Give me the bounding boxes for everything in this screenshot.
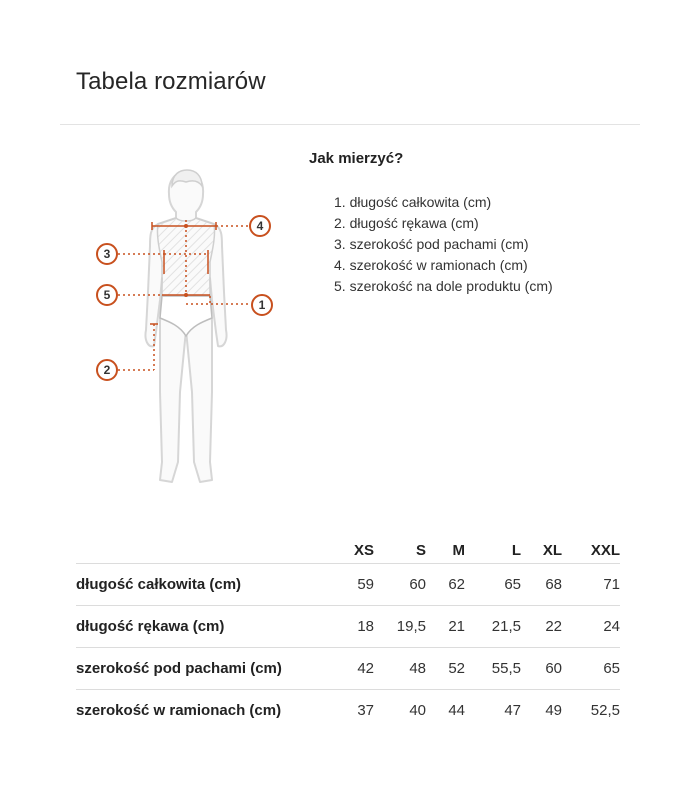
cell-value: 68 — [521, 564, 562, 606]
cell-value: 18 — [332, 606, 374, 648]
marker-3-label: 3 — [103, 247, 111, 261]
header-m: M — [426, 537, 465, 564]
howto-title: Jak mierzyć? — [309, 150, 404, 167]
measurement-figure — [88, 162, 288, 502]
row-label: długość rękawa (cm) — [76, 606, 332, 648]
marker-2-label: 2 — [103, 363, 111, 377]
cell-value: 42 — [332, 648, 374, 690]
cell-value: 52 — [426, 648, 465, 690]
howto-item: 1. długość całkowita (cm) — [334, 194, 492, 210]
marker-3 — [97, 244, 117, 264]
marker-2 — [97, 360, 117, 380]
row-label: szerokość w ramionach (cm) — [76, 702, 282, 719]
header-xs: XS — [332, 537, 374, 564]
howto-item: 3. szerokość pod pachami (cm) — [334, 236, 529, 252]
page-title: Tabela rozmiarów — [76, 68, 266, 95]
cell-value: 71 — [562, 564, 620, 606]
cell-value: 24 — [562, 606, 620, 648]
cell-value: 40 — [409, 702, 426, 719]
header-l: L — [465, 537, 521, 564]
cell-value: 49 — [545, 702, 562, 719]
cell-value: 22 — [521, 606, 562, 648]
cell-value: 65 — [562, 648, 620, 690]
marker-4 — [250, 216, 270, 236]
size-table — [76, 537, 620, 731]
cell-value: 48 — [374, 648, 426, 690]
cell-value: 21,5 — [465, 606, 521, 648]
howto-item: 4. szerokość w ramionach (cm) — [334, 257, 528, 273]
size-table-header-row — [76, 537, 620, 564]
cell-value: 52,5 — [590, 702, 620, 719]
row-label: szerokość pod pachami (cm) — [76, 648, 332, 690]
cell-value: 37 — [357, 702, 374, 719]
cell-value: 19,5 — [374, 606, 426, 648]
cell-value: 55,5 — [465, 648, 521, 690]
header-xxl: XXL — [562, 537, 620, 564]
header-empty — [76, 537, 332, 564]
table-row — [76, 690, 620, 732]
table-row — [76, 606, 620, 648]
cell-value: 59 — [332, 564, 374, 606]
cell-value: 60 — [374, 564, 426, 606]
header-s: S — [374, 537, 426, 564]
cell-value: 47 — [504, 702, 521, 719]
marker-5 — [97, 285, 117, 305]
table-row — [76, 564, 620, 606]
howto-item: 2. długość rękawa (cm) — [334, 215, 479, 231]
cell-value: 44 — [448, 702, 465, 719]
cell-value: 21 — [426, 606, 465, 648]
header-divider — [60, 124, 640, 125]
howto-list — [334, 192, 553, 297]
cell-value: 62 — [426, 564, 465, 606]
marker-1 — [252, 295, 272, 315]
header-xl: XL — [521, 537, 562, 564]
cell-value: 65 — [465, 564, 521, 606]
table-row — [76, 648, 620, 690]
marker-4-label: 4 — [256, 219, 264, 233]
row-label: długość całkowita (cm) — [76, 564, 332, 606]
howto-item: 5. szerokość na dole produktu (cm) — [334, 278, 553, 294]
cell-value: 60 — [521, 648, 562, 690]
marker-5-label: 5 — [103, 288, 111, 302]
marker-1-label: 1 — [258, 298, 266, 312]
